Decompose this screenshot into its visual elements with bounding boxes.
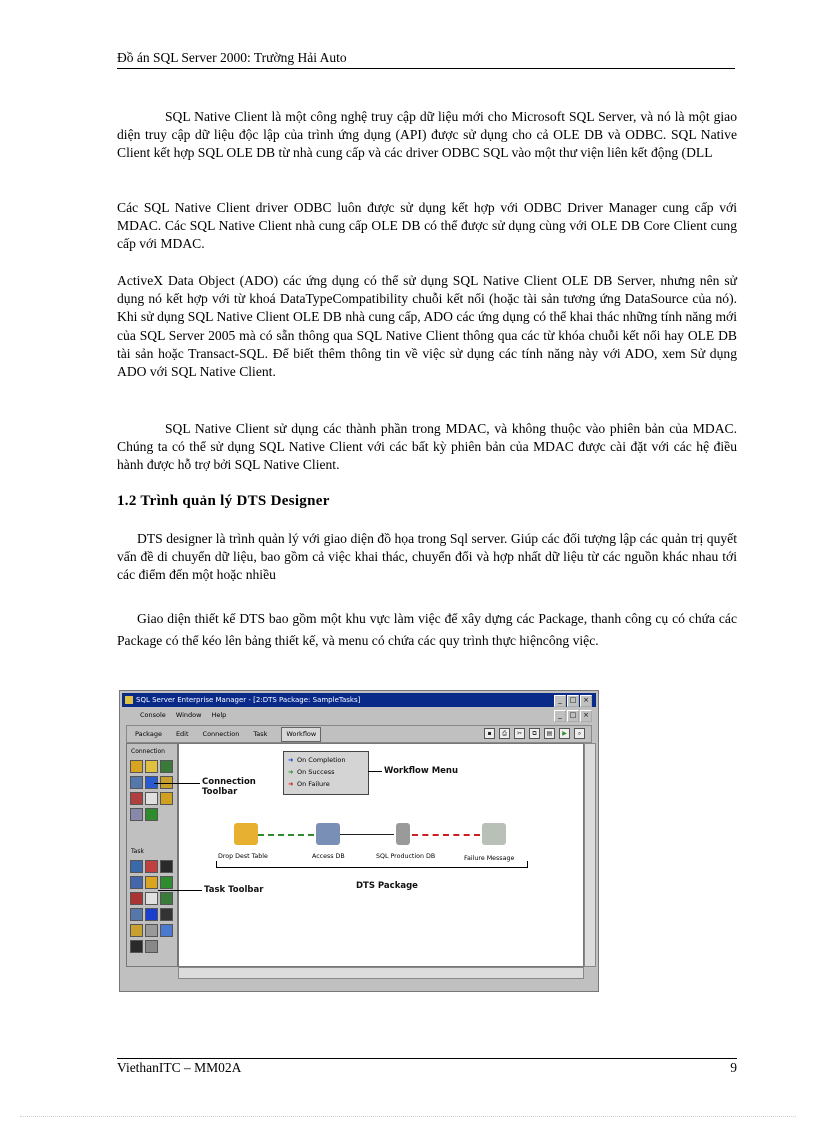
child-maximize-icon[interactable]: □ bbox=[567, 710, 579, 722]
paragraph-4: SQL Native Client sử dụng các thành phần trong MDAC, và không thuộc vào phiên bản của MDAC. Chúng ta có thể sử dụng SQL Native Client với các bất kỳ phiên bản của MDAC được cài đặt với các hệ điều hành được hỗ trợ bởi SQL Native Client. bbox=[117, 421, 737, 473]
paste-icon[interactable]: ▤ bbox=[544, 728, 555, 739]
print-icon[interactable]: ⎙ bbox=[499, 728, 510, 739]
menu-package[interactable]: Package bbox=[135, 730, 162, 738]
task-tool-icon[interactable] bbox=[160, 876, 173, 889]
child-close-icon[interactable]: × bbox=[580, 710, 592, 722]
failure-arrow-icon: ➜ bbox=[288, 780, 294, 788]
drop-table-task-icon[interactable] bbox=[234, 823, 258, 845]
task-tool-icon[interactable] bbox=[130, 924, 143, 937]
vertical-scrollbar[interactable] bbox=[584, 743, 596, 967]
connection-tool-icon[interactable] bbox=[130, 776, 143, 789]
menu-connection[interactable]: Connection bbox=[202, 730, 240, 738]
dts-designer-screenshot bbox=[119, 690, 599, 992]
execute-icon[interactable]: ▶ bbox=[559, 728, 570, 739]
task-tool-icon[interactable] bbox=[160, 908, 173, 921]
connection-tool-icon[interactable] bbox=[145, 808, 158, 821]
node-label-drop-dest-table: Drop Dest Table bbox=[218, 853, 268, 860]
window-menubar bbox=[122, 709, 596, 722]
task-tool-icon[interactable] bbox=[145, 924, 158, 937]
sql-production-db-icon[interactable] bbox=[396, 823, 410, 845]
save-icon[interactable]: ▪ bbox=[484, 728, 495, 739]
page-header: Đồ án SQL Server 2000: Trường Hải Auto bbox=[117, 50, 735, 69]
close-icon[interactable]: × bbox=[580, 695, 592, 707]
task-tool-icon[interactable] bbox=[145, 908, 158, 921]
designer-toolbar bbox=[126, 725, 592, 743]
connection-toolbar bbox=[130, 760, 172, 821]
task-tool-icon[interactable] bbox=[160, 860, 173, 873]
connection-tool-icon[interactable] bbox=[130, 808, 143, 821]
horizontal-scrollbar[interactable] bbox=[178, 967, 584, 979]
task-tool-icon[interactable] bbox=[130, 940, 143, 953]
menu-window[interactable]: Window bbox=[175, 711, 202, 719]
task-tool-icon[interactable] bbox=[145, 860, 158, 873]
task-toolbar-callout: Task Toolbar bbox=[204, 885, 264, 895]
failure-message-icon[interactable] bbox=[482, 823, 506, 845]
completion-arrow-icon: ➜ bbox=[288, 756, 294, 764]
connection-palette-label: Connection bbox=[131, 748, 165, 755]
footer-left: ViethanITC – MM02A bbox=[117, 1060, 242, 1075]
failure-workflow-line bbox=[412, 834, 480, 836]
package-bracket bbox=[216, 861, 528, 868]
workflow-dropdown-menu bbox=[283, 751, 369, 795]
section-paragraph-2: Giao diện thiết kế DTS bao gồm một khu vực làm việc để xây dựng các Package, thanh công cụ có chứa các Package có thể kéo lên bảng thiết kế, và menu có chứa các quy trình thực hiệncông việc. bbox=[117, 611, 737, 648]
paragraph-1: SQL Native Client là một công nghệ truy cập dữ liệu mới cho Microsoft SQL Server, và nó là một giao diện truy cập dữ liệu độc lập của trình ứng dụng (API) được sử dụng cho cả OLE DB và ODBC. SQL Native Client kết hợp SQL OLE DB từ nhà cung cấp và các driver ODBC SQL vào một thư viện liên kết động (DLL bbox=[117, 109, 737, 161]
node-label-sql-production-db: SQL Production DB bbox=[376, 853, 436, 860]
task-tool-icon[interactable] bbox=[145, 892, 158, 905]
cut-icon[interactable]: ✂ bbox=[514, 728, 525, 739]
minimize-icon[interactable]: _ bbox=[554, 695, 566, 707]
success-workflow-line bbox=[258, 834, 314, 836]
task-tool-icon[interactable] bbox=[145, 876, 158, 889]
connection-toolbar-callout-line bbox=[154, 783, 200, 784]
connection-tool-icon[interactable] bbox=[160, 760, 173, 773]
connection-tool-icon[interactable] bbox=[145, 792, 158, 805]
connection-tool-icon[interactable] bbox=[130, 760, 143, 773]
task-toolbar bbox=[130, 860, 172, 953]
workflow-menu-callout-line bbox=[368, 771, 382, 772]
task-palette-label: Task bbox=[131, 848, 144, 855]
connection-toolbar-callout: Connection Toolbar bbox=[202, 777, 256, 797]
task-tool-icon[interactable] bbox=[130, 860, 143, 873]
data-transform-line bbox=[340, 834, 394, 835]
zoom-icon[interactable]: ⌕ bbox=[574, 728, 585, 739]
bottom-dotted-line bbox=[20, 1116, 796, 1117]
task-tool-icon[interactable] bbox=[160, 892, 173, 905]
task-tool-icon[interactable] bbox=[160, 924, 173, 937]
menu-workflow[interactable]: Workflow bbox=[281, 727, 321, 742]
task-toolbar-callout-line bbox=[158, 890, 202, 891]
node-label-failure-message: Failure Message bbox=[464, 855, 515, 862]
menu-item-on-success[interactable]: ➜ On Success bbox=[288, 768, 335, 776]
section-paragraph-1: DTS designer là trình quản lý với giao diện đồ họa trong Sql server. Giúp các đối tượng lập các quản trị quyết vấn đề di chuyển dữ liệu, bao gồm cả việc khai thác, chuyển đổi và hợp nhất dữ liệu từ các nguồn khác nhau tới các điểm đến một hoặc nhiều bbox=[117, 531, 737, 583]
menu-help[interactable]: Help bbox=[211, 711, 227, 719]
copy-icon[interactable]: ⧉ bbox=[529, 728, 540, 739]
child-minimize-icon[interactable]: _ bbox=[554, 710, 566, 722]
menu-console[interactable]: Console bbox=[140, 711, 166, 719]
workflow-menu-callout: Workflow Menu bbox=[384, 766, 459, 776]
menu-item-on-failure[interactable]: ➜ On Failure bbox=[288, 780, 330, 788]
menu-edit[interactable]: Edit bbox=[175, 730, 189, 738]
node-label-access-db: Access DB bbox=[312, 853, 345, 860]
task-tool-icon[interactable] bbox=[130, 892, 143, 905]
menu-item-on-completion[interactable]: ➜ On Completion bbox=[288, 756, 346, 764]
section-heading: 1.2 Trình quản lý DTS Designer bbox=[117, 493, 330, 509]
dts-package-callout: DTS Package bbox=[356, 881, 418, 891]
task-tool-icon[interactable] bbox=[130, 908, 143, 921]
task-tool-icon[interactable] bbox=[130, 876, 143, 889]
page-number: 9 bbox=[730, 1060, 737, 1075]
paragraph-2: Các SQL Native Client driver ODBC luôn được sử dụng kết hợp với ODBC Driver Manager cung cấp với MDAC. Các SQL Native Client nhà cung cấp OLE DB có thể được sử dụng cùng với OLE DB Core Client cung cấp với MDAC. bbox=[117, 200, 737, 252]
window-title: SQL Server Enterprise Manager - [2:DTS Package: SampleTasks] bbox=[136, 696, 361, 704]
connection-tool-icon[interactable] bbox=[145, 760, 158, 773]
task-tool-icon[interactable] bbox=[145, 940, 158, 953]
maximize-icon[interactable]: □ bbox=[567, 695, 579, 707]
connection-tool-icon[interactable] bbox=[130, 792, 143, 805]
menu-task[interactable]: Task bbox=[253, 730, 268, 738]
access-db-connection-icon[interactable] bbox=[316, 823, 340, 845]
window-titlebar bbox=[122, 693, 596, 707]
connection-tool-icon[interactable] bbox=[160, 792, 173, 805]
success-arrow-icon: ➜ bbox=[288, 768, 294, 776]
app-icon bbox=[125, 696, 133, 704]
paragraph-3: ActiveX Data Object (ADO) các ứng dụng có thể sử dụng SQL Native Client OLE DB Server, nhưng nên sử dụng nó kết hợp với từ khoá DataTypeCompatibility chuỗi kết nối (hoặc tài sản tương ứng DataSource của nó). Khi sử dụng SQL Native Client OLE DB nhà cung cấp, ADO các ứng dụng có thể khai thác những tính năng mới của SQL Server 2005 mà có sẵn thông qua SQL Native Client thông qua các từ khóa chuỗi kết nối hay OLE DB tài sản hoặc Transact-SQL. Để biết thêm thông tin về việc sử dụng các tính năng này với ADO, xem Sử dụng ADO với SQL Native Client. bbox=[117, 273, 737, 380]
tool-palette bbox=[126, 743, 178, 967]
page-footer bbox=[117, 1058, 737, 1076]
